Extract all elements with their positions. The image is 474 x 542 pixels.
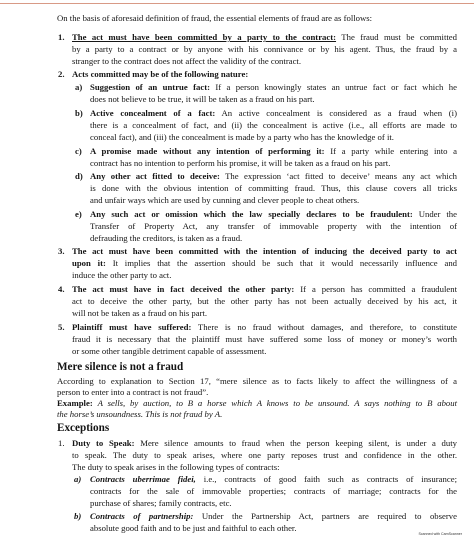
exception1-line1 xyxy=(72,438,457,449)
item3-body-1: induce the other party to act. xyxy=(72,270,172,280)
sub-e-text-1: Transfer of Property Act, any transfer of immovable property with the intention of xyxy=(90,221,457,231)
item1-body-2: stranger to the contract does not affect the validity of the contract. xyxy=(72,56,302,66)
example-text-0: A sells, by auction, to B a horse which A knows to be unsound. A says nothing to B about xyxy=(97,398,458,408)
exc-sub-a-letter: a) xyxy=(74,474,82,484)
sub-b-text-2: conceal fact), and (iii) the concealment is made by a party who has the knowledge of it. xyxy=(90,132,394,142)
sub-b-line1 xyxy=(90,108,457,119)
exc-sub-a-text-1: contracts for the sale of immovable properties; contracts of marriage; contracts for the xyxy=(90,486,457,496)
exc-sub-a-text-2: purchase of shares; family contracts, etc. xyxy=(90,498,232,508)
sub-c-heading: A promise made without any intention of performing it: xyxy=(90,146,325,156)
scanner-watermark: Scanned with CamScanner xyxy=(418,532,462,536)
example-label: Example: xyxy=(57,398,93,408)
exception1-text-0: Mere silence amounts to fraud when the person keeping silent, is under a duty xyxy=(140,438,458,448)
item4-heading: The act must have in fact deceived the other party: xyxy=(72,284,295,294)
sub-d-heading: Any other act fitted to deceive: xyxy=(90,171,220,181)
sub-d-text-1: is done with the obvious intention of committing fraud. Thus, this clause covers all tricks xyxy=(90,183,457,193)
item3-line2 xyxy=(72,258,457,269)
sub-d-text-0: The expression ‘act fitted to deceive’ means any act which xyxy=(225,171,458,181)
exc-sub-a-text-0: i.e., contracts of good faith such as contracts of insurance; xyxy=(203,474,457,484)
sub-d-letter: d) xyxy=(75,171,83,181)
item5-line1 xyxy=(72,322,457,333)
item3-heading-1: The act must have been committed with the intention of inducing the deceived party to act xyxy=(72,246,457,256)
item1-number: 1. xyxy=(58,32,65,42)
example-text-1: the horse’s unsoundness. This is not fraud by A. xyxy=(57,409,223,419)
sub-d-line1 xyxy=(90,171,457,182)
sub-e-text-0: Under the xyxy=(418,209,457,219)
exc-sub-b-text-1: absolute good faith and to be just and faithful to each other. xyxy=(90,523,297,533)
item4-number: 4. xyxy=(58,284,65,294)
exc-sub-a-line1 xyxy=(90,474,457,485)
sub-a-line1 xyxy=(90,82,457,93)
item3-number: 3. xyxy=(58,246,65,256)
exc-sub-b-text-0: Under the Partnership Act, partners are required to observe xyxy=(201,511,457,521)
item4-body-2: will not be taken as a fraud on his part. xyxy=(72,308,208,318)
item1-line1 xyxy=(72,32,457,43)
item4-body-0: If a person has committed a fraudulent xyxy=(300,284,457,294)
item5-number: 5. xyxy=(58,322,65,332)
item2-number: 2. xyxy=(58,69,65,79)
item1-body-1: by a party to a contract or by anyone with his connivance or by his agent. Thus, the fraud by a xyxy=(72,44,457,54)
sub-a-text-0: If a person knowingly states an untrue fact or fact which he xyxy=(215,82,457,92)
item2-heading: Acts committed may be of the following nature: xyxy=(72,69,249,79)
sub-b-letter: b) xyxy=(75,108,83,118)
sub-d-text-2: and unfair ways which are used by cunning and clever people to cheat others. xyxy=(90,195,360,205)
sub-e-text-2: defrauding the creditors, is taken as a fraud. xyxy=(90,233,243,243)
exc-sub-b-letter: b) xyxy=(74,511,82,521)
item4-line1 xyxy=(72,284,457,295)
silence-text-0: According to explanation to Section 17, “mere silence as to facts likely to affect the willingness of a xyxy=(57,376,457,386)
item5-body-1: fraud it is necessary that the plaintiff must have suffered some loss of money or money’s worth xyxy=(72,334,457,344)
example-line1 xyxy=(57,398,457,409)
exception1-text-1: to speak. The duty to speak arises, where one party reposes trust and confidence in the other. xyxy=(72,450,457,460)
silence-text-1: person to enter into a contract is not fraud”. xyxy=(57,387,209,397)
item5-body-2: or some other tangible detriment capable of assessment. xyxy=(72,346,267,356)
item3-body-0: It implies that the assertion should be such that it would necessarily influence and xyxy=(112,258,458,268)
exc-sub-a-heading: Contracts uberrimae fidei, xyxy=(90,474,196,484)
silence-heading: Mere silence is not a fraud xyxy=(57,361,184,373)
item1-body-0: The fraud must be committed xyxy=(341,32,457,42)
sub-b-heading: Active concealment of a fact: xyxy=(90,108,216,118)
sub-a-heading: Suggestion of an untrue fact: xyxy=(90,82,210,92)
item1-heading: The act must have been committed by a party to the contract: xyxy=(72,32,337,42)
exception1-number: 1. xyxy=(58,438,65,448)
sub-a-letter: a) xyxy=(75,82,83,92)
sub-e-letter: e) xyxy=(75,209,82,219)
sub-c-text-0: If a party while entering into a xyxy=(330,146,458,156)
page-top-rule xyxy=(0,3,474,4)
sub-a-text-1: does not believe to be true, it will be taken as a fraud on his part. xyxy=(90,94,315,104)
item5-heading: Plaintiff must have suffered: xyxy=(72,322,192,332)
item4-body-1: act to deceive the other party, but the other party has not been actually deceived by his act, it xyxy=(72,296,457,306)
sub-c-letter: c) xyxy=(75,146,82,156)
sub-c-text-1: contract has no intention to perform his promise, it will be taken as a fraud on his part. xyxy=(90,158,391,168)
item3-heading-2: upon it: xyxy=(72,258,106,268)
sub-e-line1 xyxy=(90,209,457,220)
exc-sub-b-heading: Contracts of partnership: xyxy=(90,511,194,521)
exception1-text-2: The duty to speak arises in the following types of contracts: xyxy=(72,462,280,472)
exc-sub-b-line1 xyxy=(90,511,457,522)
sub-b-text-1: there is a concealment of fact, and (ii) the concealment is active (i.e., all efforts are made to xyxy=(90,120,457,130)
sub-b-text-0: An active concealment is considered as a fraud when (i) xyxy=(221,108,457,118)
intro-text: On the basis of aforesaid definition of fraud, the essential elements of fraud are as follows: xyxy=(57,13,373,23)
exceptions-heading: Exceptions xyxy=(57,422,110,434)
item5-body-0: There is no fraud without damages, and therefore, to constitute xyxy=(197,322,457,332)
sub-e-heading: Any such act or omission which the law specially declares to be fraudulent: xyxy=(90,209,413,219)
sub-c-line1 xyxy=(90,146,457,157)
exception1-heading: Duty to Speak: xyxy=(72,438,135,448)
